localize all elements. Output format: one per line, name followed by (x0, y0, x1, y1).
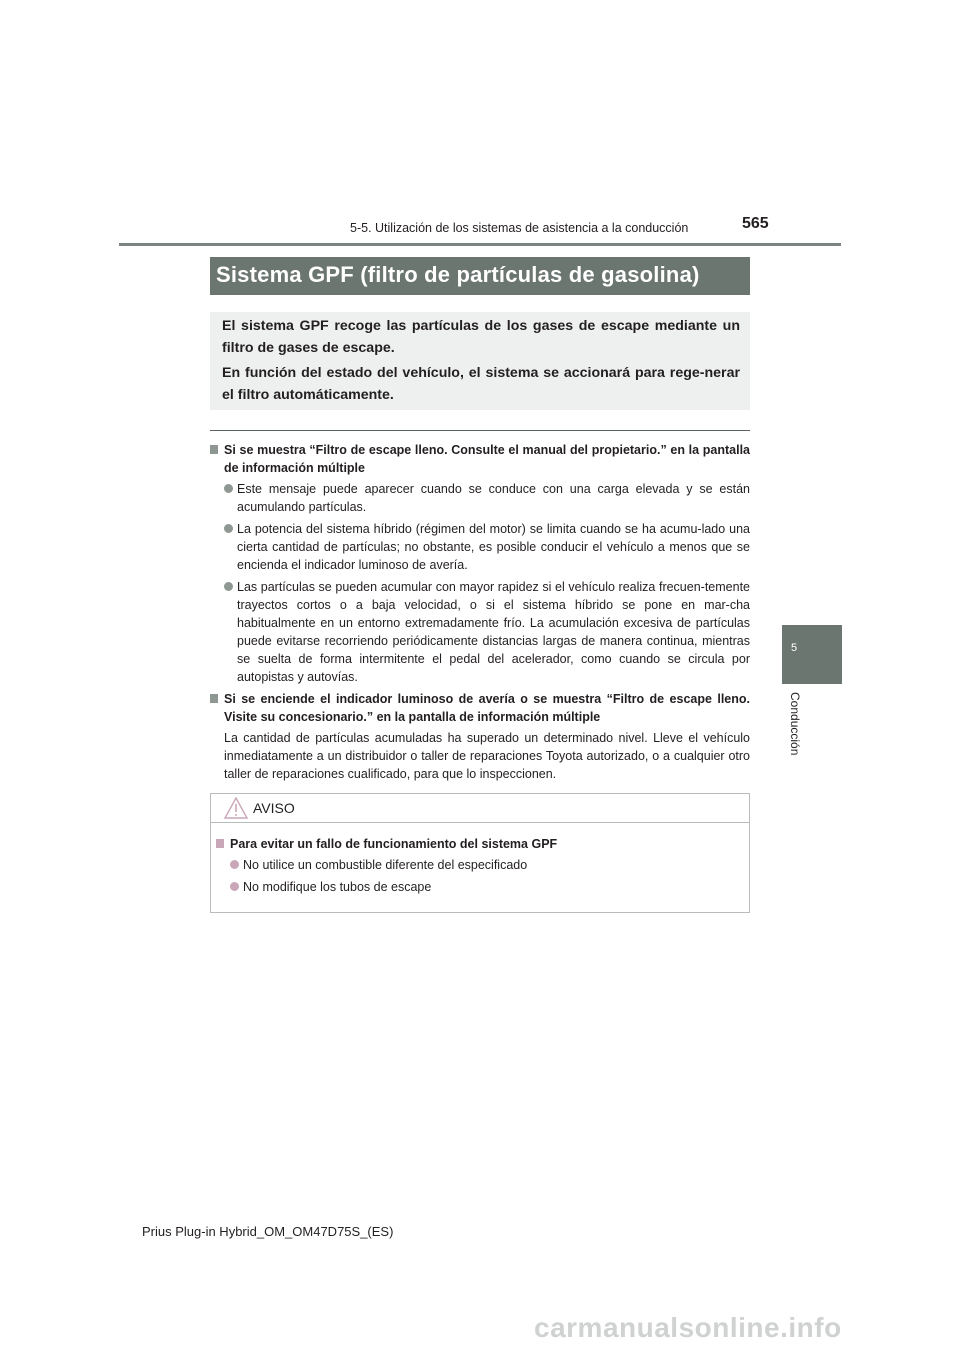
item-heading: Si se enciende el indicador luminoso de avería o se muestra “Filtro de escape lleno. Visite su concesionario.” en la pantalla de información múltiple (210, 690, 750, 726)
intro-paragraph-1: El sistema GPF recoge las partículas de los gases de escape mediante un filtro de gases de escape. (222, 318, 740, 356)
item-malfunction-indicator (210, 690, 750, 783)
bullet-item: La potencia del sistema híbrido (régimen del motor) se limita cuando se ha acumu-lado una cierta cantidad de partículas; no obstante, es posible conducir el vehículo a menos que se encienda el indicador luminoso de avería. (210, 520, 750, 574)
section-title: Sistema GPF (filtro de partículas de gasolina) (216, 262, 700, 287)
warning-bullet: No utilice un combustible diferente del especificado (216, 856, 736, 874)
warning-body (216, 835, 736, 896)
square-bullet-icon (210, 694, 218, 703)
warning-bullet: No modifique los tubos de escape (216, 878, 736, 896)
item-filter-full-manual (210, 441, 750, 686)
bullet-item: Las partículas se pueden acumular con mayor rapidez si el vehículo realiza frecuen-temente trayectos cortos o a baja velocidad, o si el sistema híbrido se pone en mar-cha habitualmente en un entorno extremadamente frío. La acumulación excesiva de partículas puede evitarse recorriendo periódicamente distancias largas de manera continua, mientras se suelta de forma intermitente el pedal del acelerador, como cuando se circula por autopistas y autovías. (210, 578, 750, 686)
circle-bullet-icon (224, 484, 233, 493)
chapter-number: 5 (790, 642, 798, 654)
footer-document-id: Prius Plug-in Hybrid_OM_OM47D75S_(ES) (142, 1224, 394, 1239)
item-paragraph: La cantidad de partículas acumuladas ha superado un determinado nivel. Lleve el vehículo inmediatamente a un distribuidor o taller de reparaciones Toyota autorizado, o a cualquier otro taller de reparaciones cualificado, para que lo inspeccionen. (224, 731, 750, 781)
bullet-item: Este mensaje puede aparecer cuando se conduce con una carga elevada y se están acumulando partículas. (210, 480, 750, 516)
intro-paragraph-2: En función del estado del vehículo, el sistema se accionará para rege-nerar el filtro automáticamente. (222, 365, 740, 403)
square-bullet-icon (216, 839, 224, 848)
warning-heading: Para evitar un fallo de funcionamiento del sistema GPF (216, 835, 736, 853)
item-heading: Si se muestra “Filtro de escape lleno. Consulte el manual del propietario.” en la pantalla de información múltiple (210, 441, 750, 477)
watermark: carmanualsonline.info (534, 1312, 842, 1343)
circle-bullet-icon (230, 882, 239, 891)
content-rule (210, 430, 750, 431)
page-number: 565 (742, 215, 769, 232)
header-section-title: 5-5. Utilización de los sistemas de asistencia a la conducción (350, 221, 689, 235)
circle-bullet-icon (230, 860, 239, 869)
header-rule (119, 243, 841, 246)
circle-bullet-icon (224, 582, 233, 591)
chapter-side-tab (782, 625, 842, 684)
circle-bullet-icon (224, 524, 233, 533)
chapter-label: Conducción (788, 692, 802, 756)
warning-triangle-icon (224, 797, 248, 819)
warning-title: AVISO (253, 800, 295, 816)
square-bullet-icon (210, 445, 218, 454)
